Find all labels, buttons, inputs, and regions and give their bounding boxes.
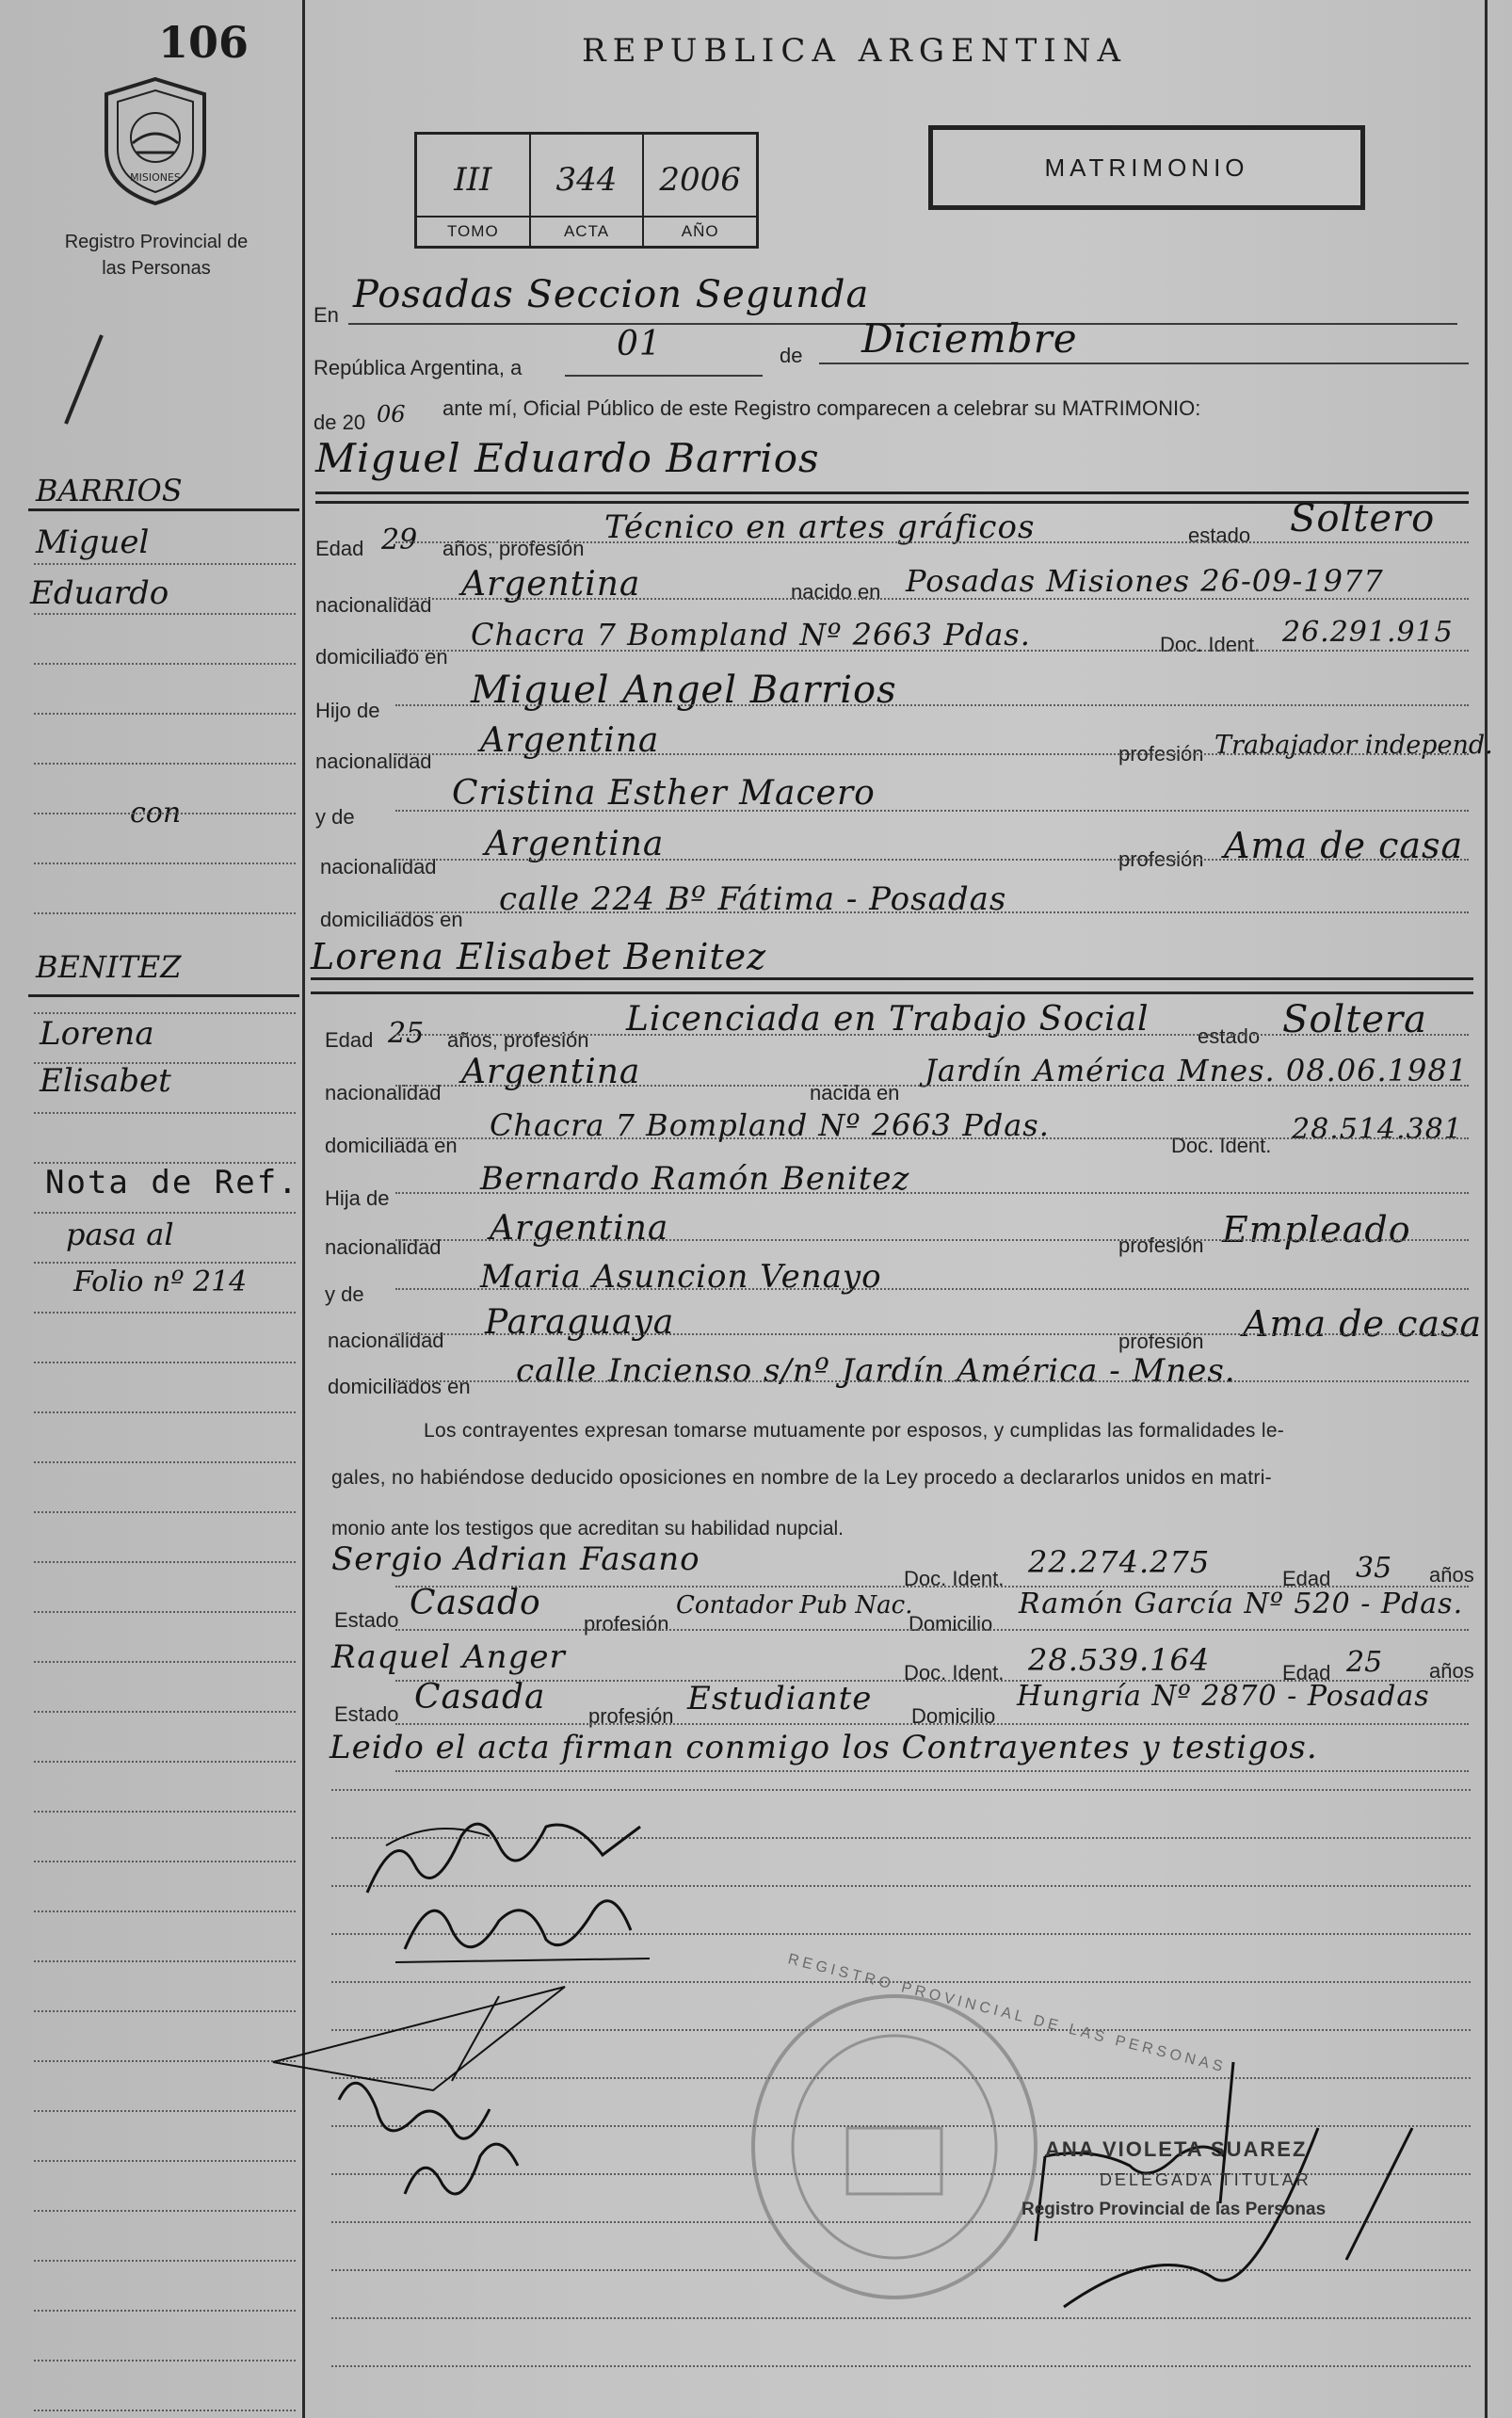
margin-note-line2: pasa al (66, 1217, 174, 1252)
official-name: ANA VIOLETA SUAREZ (1045, 2137, 1308, 2161)
signature-official (1007, 2053, 1440, 2335)
witness2-prof-label: profesión (588, 1704, 674, 1728)
margin-rule-line (34, 2410, 296, 2411)
margin-rule-line (34, 1362, 296, 1363)
margin-rule-line (34, 2160, 296, 2162)
bride-mother-prof-label: profesión (1118, 1330, 1204, 1353)
bride-birth: Jardín América Mnes. 08.06.1981 (925, 1053, 1469, 1088)
margin-rule-line (34, 2210, 296, 2212)
witness1-prof-label: profesión (584, 1612, 669, 1636)
provincial-seal-icon (99, 75, 212, 207)
witness1-age: 35 (1356, 1552, 1392, 1585)
bride-profession: Licenciada en Trabajo Social (626, 1000, 1150, 1039)
closing-statement: Leido el acta firman conmigo los Contrayentes y testigos. (330, 1729, 1318, 1766)
tomo-cell (417, 135, 531, 246)
acta-value: 344 (555, 161, 618, 199)
day-value: 01 (617, 325, 662, 363)
margin-rule-line (34, 1960, 296, 1962)
bride-address: Chacra 7 Bompland Nº 2663 Pdas. (490, 1107, 1050, 1143)
opening-statement: ante mí, Oficial Público de este Registro comparecen a celebrar su MATRIMONIO: (442, 396, 1201, 420)
margin-rule-line (34, 663, 296, 665)
groom-mother-nac-label: nacionalidad (320, 855, 437, 879)
margin-rule-line (34, 1461, 296, 1463)
margin-groom-given2: Eduardo (30, 574, 169, 612)
margin-rule-line (34, 2310, 296, 2312)
groom-doc: 26.291.915 (1282, 616, 1454, 649)
field-rule-line (395, 1723, 1469, 1725)
declaration-line3: monio ante los testigos que acreditan su habilidad nupcial. (331, 1518, 844, 1539)
groom-doc-label: Doc. Ident. (1160, 633, 1261, 656)
record-table (414, 132, 759, 249)
witness1-civil-status: Casado (410, 1584, 541, 1622)
groom-mother-profession: Ama de casa (1224, 825, 1464, 866)
groom-age: 29 (381, 524, 418, 556)
groom-nac-label: nacionalidad (315, 593, 432, 617)
month-value: Diciembre (861, 315, 1078, 362)
margin-rule-line (34, 1561, 296, 1563)
witness2-doc-label: Doc. Ident. (904, 1661, 1005, 1685)
groom-yde-label: y de (315, 805, 355, 829)
witness2-doc: 28.539.164 (1028, 1642, 1211, 1678)
witness2-address: Hungría Nº 2870 - Posadas (1017, 1680, 1430, 1713)
witness2-edad-label: Edad (1282, 1661, 1331, 1685)
field-rule-line (395, 704, 1469, 706)
bride-father-nationality: Argentina (490, 1209, 669, 1248)
witness1-doc-label: Doc. Ident. (904, 1567, 1005, 1590)
de-label: de (780, 344, 803, 367)
right-column-rule (1485, 0, 1488, 2418)
margin-rule-line (34, 1811, 296, 1813)
field-rule-line (395, 598, 1469, 600)
groom-mother: Cristina Esther Macero (452, 774, 876, 813)
bride-mother-nationality: Paraguaya (485, 1303, 675, 1342)
tomo-value: III (454, 161, 492, 199)
groom-mother-prof-label: profesión (1118, 847, 1204, 871)
witness2-age: 25 (1346, 1646, 1383, 1679)
country-title: REPUBLICA ARGENTINA (582, 32, 1128, 70)
anio-value: 2006 (659, 161, 741, 199)
registry-name: Registro Provincial de las Personas (64, 232, 249, 279)
margin-pen-stroke (56, 330, 113, 433)
margin-rule-line (34, 1012, 296, 1014)
bride-estado-label: estado (1198, 1024, 1261, 1048)
bride-father-nac-label: nacionalidad (325, 1235, 442, 1259)
bride-nac-label: nacionalidad (325, 1081, 442, 1104)
witness2-civil-status: Casada (414, 1678, 546, 1717)
folio-number: 106 (158, 17, 249, 68)
witness1-estado-label: Estado (334, 1608, 399, 1632)
bride-parents-dom-label: domiciliados en (328, 1375, 471, 1398)
field-rule-line (395, 1586, 1469, 1588)
bride-age: 25 (388, 1017, 425, 1050)
witness1-name: Sergio Adrian Fasano (331, 1540, 700, 1578)
bride-mother-profession: Ama de casa (1243, 1303, 1483, 1345)
signature-bride (386, 1874, 668, 1977)
margin-rule-line (34, 1910, 296, 1912)
witness2-anos-label: años (1429, 1659, 1474, 1683)
margin-groom-given1: Miguel (36, 524, 150, 561)
margin-note-line1: Nota de Ref. (45, 1164, 299, 1201)
bride-yde-label: y de (325, 1282, 364, 1306)
margin-rule-line (34, 1861, 296, 1862)
margin-con: con (130, 797, 182, 830)
field-rule-line (395, 1333, 1469, 1335)
bride-anos-label: años, profesión (447, 1028, 589, 1052)
groom-father-profession: Trabajador independ. (1214, 731, 1493, 760)
margin-rule-line (34, 1411, 296, 1413)
margin-bride-given1: Lorena (40, 1015, 154, 1053)
field-rule-line (395, 1629, 1469, 1631)
field-rule-line (395, 650, 1469, 652)
witness2-dom-label: Domicilio (911, 1704, 996, 1728)
bride-mother: Maria Asuncion Venayo (480, 1258, 882, 1296)
bride-dom-label: domiciliada en (325, 1134, 458, 1157)
field-rule-line (395, 1239, 1469, 1241)
margin-rule-line (34, 2060, 296, 2062)
margin-rule-line (34, 1711, 296, 1713)
main-rule-line (331, 2365, 1471, 2367)
seal-text: MISIONES (130, 171, 181, 184)
bride-father-prof-label: profesión (1118, 1233, 1204, 1257)
bride-hija-label: Hija de (325, 1186, 390, 1210)
witness2-profession: Estudiante (687, 1680, 873, 1717)
groom-anos-label: años, profesión (442, 537, 585, 560)
bride-full-name: Lorena Elisabet Benitez (311, 936, 767, 977)
signature-witnesses (264, 1968, 603, 2213)
witness2-estado-label: Estado (334, 1702, 399, 1726)
groom-parents-address: calle 224 Bº Fátima - Posadas (499, 880, 1007, 918)
witness2-name: Raquel Anger (331, 1638, 566, 1676)
margin-rule-line (34, 2110, 296, 2112)
margin-rule-line (34, 1511, 296, 1513)
margin-rule-line (34, 563, 296, 565)
groom-hijo-label: Hijo de (315, 699, 380, 722)
groom-father-prof-label: profesión (1118, 742, 1204, 766)
margin-rule-line (34, 1312, 296, 1314)
bride-civil-status: Soltera (1282, 998, 1427, 1041)
groom-profession: Técnico en artes gráficos (604, 508, 1036, 546)
act-type-box: MATRIMONIO (928, 125, 1365, 210)
bride-doc: 28.514.381 (1292, 1113, 1463, 1146)
acta-label: ACTA (531, 216, 643, 246)
margin-rule-line (34, 1162, 296, 1164)
groom-birth: Posadas Misiones 26-09-1977 (906, 563, 1384, 599)
groom-nacido-label: nacido en (791, 580, 881, 604)
margin-rule-line (34, 763, 296, 765)
anio-label: AÑO (644, 216, 756, 246)
margin-rule-line (34, 2360, 296, 2362)
groom-edad-label: Edad (315, 537, 364, 560)
groom-mother-nationality: Argentina (485, 825, 665, 863)
bride-doc-label: Doc. Ident. (1171, 1134, 1272, 1157)
margin-rule-line (34, 862, 296, 864)
margin-rule-line (34, 1062, 296, 1064)
declaration-line1: Los contrayentes expresan tomarse mutuamente por esposos, y cumplidas las formalidades le- (424, 1420, 1285, 1442)
bride-father-profession: Empleado (1222, 1209, 1411, 1250)
field-rule-line (395, 1085, 1469, 1087)
margin-bride-surname: BENITEZ (36, 949, 182, 985)
groom-address: Chacra 7 Bompland Nº 2663 Pdas. (471, 617, 1031, 653)
republic-label: República Argentina, a (314, 356, 523, 379)
bride-parents-address: calle Incienso s/nº Jardín América - Mnes. (516, 1352, 1236, 1390)
field-rule-line (395, 1680, 1469, 1682)
groom-full-name: Miguel Eduardo Barrios (315, 435, 820, 481)
witness1-dom-label: Domicilio (909, 1612, 993, 1636)
bride-nationality: Argentina (461, 1053, 641, 1091)
place-value: Posadas Seccion Segunda (353, 273, 870, 316)
margin-rule-line (34, 1212, 296, 1214)
witness1-anos-label: años (1429, 1563, 1474, 1587)
bride-edad-label: Edad (325, 1028, 374, 1052)
witness1-doc: 22.274.275 (1028, 1544, 1211, 1580)
margin-rule-line (34, 1761, 296, 1763)
margin-rule-line (34, 1611, 296, 1613)
margin-rule-line (34, 1262, 296, 1264)
field-rule-line (395, 753, 1469, 755)
official-title: DELEGADA TITULAR (1100, 2170, 1311, 2189)
official-office: Registro Provincial de las Personas (1021, 2200, 1327, 2219)
margin-rule-line (34, 912, 296, 914)
margin-bride-given2: Elisabet (40, 1062, 171, 1100)
declaration-line2: gales, no habiéndose deducido oposiciones en nombre de la Ley procedo a declararlos unidos en matri- (331, 1467, 1272, 1489)
official-round-stamp (744, 1987, 1045, 2307)
margin-rule-line (34, 1112, 296, 1114)
margin-rule-line (34, 813, 296, 814)
anio-cell (644, 135, 756, 246)
field-rule-line (395, 1034, 1469, 1036)
field-rule-line (395, 541, 1469, 543)
field-rule-line (395, 810, 1469, 812)
field-rule-line (395, 1380, 1469, 1382)
groom-civil-status: Soltero (1290, 497, 1436, 540)
bride-father: Bernardo Ramón Benitez (480, 1160, 910, 1198)
groom-parents-dom-label: domiciliados en (320, 908, 463, 931)
field-rule-line (395, 1192, 1469, 1194)
witness1-profession: Contador Pub Nac. (676, 1591, 913, 1620)
margin-rule-line (34, 713, 296, 715)
groom-father-nac-label: nacionalidad (315, 750, 432, 773)
margin-rule-line (34, 2010, 296, 2012)
year-suffix: 06 (377, 401, 406, 427)
groom-father-nationality: Argentina (480, 721, 660, 760)
field-rule-line (395, 1137, 1469, 1139)
groom-estado-label: estado (1188, 524, 1251, 547)
field-rule-line (395, 1288, 1469, 1290)
field-rule-line (395, 911, 1469, 913)
witness1-edad-label: Edad (1282, 1567, 1331, 1590)
year-label: de 20 (314, 411, 366, 434)
groom-nationality: Argentina (461, 565, 641, 604)
margin-groom-surname: BARRIOS (36, 473, 183, 508)
field-rule-line (395, 1770, 1469, 1772)
margin-note-line3: Folio nº 214 (73, 1265, 248, 1298)
witness1-address: Ramón García Nº 520 - Pdas. (1019, 1588, 1464, 1620)
acta-cell (531, 135, 645, 246)
margin-rule-line (34, 1661, 296, 1663)
margin-rule-line (34, 613, 296, 615)
field-rule-line (395, 859, 1469, 861)
en-label: En (314, 303, 339, 327)
bride-mother-nac-label: nacionalidad (328, 1329, 444, 1352)
groom-dom-label: domiciliado en (315, 645, 448, 669)
margin-rule-line (34, 2260, 296, 2262)
tomo-label: TOMO (417, 216, 529, 246)
stamp-text: REGISTRO PROVINCIAL DE LAS PERSONAS (786, 1951, 1229, 2076)
groom-father: Miguel Angel Barrios (471, 669, 897, 712)
bride-nacida-label: nacida en (810, 1081, 900, 1104)
